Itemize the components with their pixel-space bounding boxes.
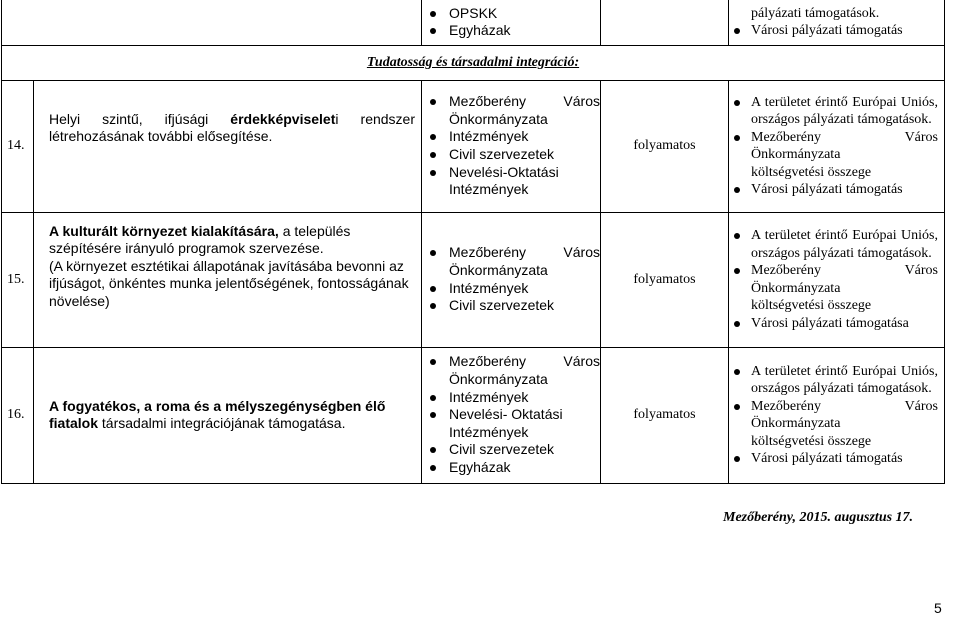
list-item-continuation: Önkormányzata — [751, 416, 841, 431]
funding-cell — [729, 212, 945, 347]
list-item-continuation: Önkormányzata — [449, 371, 548, 388]
list-item: Civil szervezetek — [422, 297, 600, 315]
timing-cell: folyamatos — [601, 80, 729, 212]
list-item-continuation: költségvetési összege — [751, 164, 872, 180]
goal-extra-text: (A környezet esztétikai állapotának javításába bevonni az ifjúságot, önkéntes munka jelentőségének, fontosságának növelése) — [49, 257, 409, 309]
list-item: Mezőberény Város — [422, 353, 600, 371]
list-item: Mezőberény Város — [729, 262, 938, 280]
funding-text: pályázati támogatások. — [751, 5, 880, 21]
section-row — [2, 45, 945, 80]
row-number: 14. — [2, 80, 34, 212]
goal-text: Helyi szintű, ifjúsági — [49, 110, 231, 127]
list-item: A területet érintő Európai Uniós, országos pályázati támogatások. — [729, 227, 938, 262]
list-item: Civil szervezetek — [422, 146, 600, 164]
row-number: 15. — [2, 212, 34, 347]
list-item: Civil szervezetek — [422, 441, 600, 459]
list-item: Egyházak — [422, 22, 600, 40]
empty-cell — [601, 0, 729, 45]
goal-bold-text: érdekképviselet — [230, 110, 336, 127]
list-item: Intézmények — [422, 128, 600, 146]
table-row — [2, 80, 945, 212]
section-title: Tudatosság és társadalmi integráció: — [2, 45, 945, 80]
goal-cell — [34, 212, 422, 347]
list-item-continuation: Intézmények — [449, 423, 529, 440]
funding-cell — [729, 0, 945, 45]
responsible-cell — [422, 347, 601, 483]
list-item: Intézmények — [422, 280, 600, 298]
list-item: Egyházak — [422, 459, 600, 477]
page-number: 5 — [934, 600, 942, 616]
list-item: Városi pályázati támogatás — [729, 450, 938, 468]
list-item-continuation: költségvetési összege — [751, 433, 872, 449]
list-item-continuation: költségvetési összege — [751, 298, 872, 313]
goal-text: a település szépítésére irányuló programok szervezése. — [49, 222, 351, 256]
table-row-continuation — [2, 0, 945, 45]
table-row — [2, 212, 945, 347]
row-number: 16. — [2, 347, 34, 483]
list-item: Mezőberény Város — [422, 244, 600, 262]
empty-cell — [2, 0, 422, 45]
goal-cell — [34, 80, 422, 212]
goal-text — [49, 223, 415, 258]
goal-cell — [34, 347, 422, 483]
list-item: A területet érintő Európai Uniós, országos pályázati támogatások. — [729, 363, 938, 398]
list-item-continuation: Önkormányzata — [751, 147, 841, 162]
list-item-continuation: Önkormányzata — [449, 110, 548, 127]
responsible-cell — [422, 0, 601, 45]
goal-bold-text: A fogyatékos, a roma és a mélyszegénységben élő fiatalok — [49, 397, 386, 431]
list-item-continuation: Intézmények — [449, 181, 529, 198]
funding-cell — [729, 80, 945, 212]
list-item: A területet érintő Európai Uniós, országos pályázati támogatások. — [729, 94, 938, 129]
action-plan-table — [1, 0, 945, 484]
list-item: Mezőberény Város — [422, 93, 600, 111]
list-item: Városi pályázati támogatás — [729, 181, 938, 199]
goal-text: társadalmi integrációjának támogatása. — [98, 415, 346, 431]
goal-text: i rendszer létrehozásának további elősegítése. — [49, 110, 415, 144]
list-item: Városi pályázati támogatás — [729, 22, 938, 40]
list-item: Mezőberény Város — [729, 129, 938, 147]
list-item: Városi pályázati támogatása — [729, 315, 938, 333]
goal-bold-text: A kulturált környezet kialakítására, — [49, 222, 279, 239]
list-item-continuation: Önkormányzata — [751, 280, 841, 296]
funding-cell — [729, 347, 945, 483]
responsible-cell — [422, 212, 601, 347]
timing-cell: folyamatos — [601, 212, 729, 347]
list-item: Mezőberény Város — [729, 398, 938, 416]
timing-cell: folyamatos — [601, 347, 729, 483]
table-row — [2, 347, 945, 483]
list-item: OPSKK — [422, 5, 600, 23]
list-item: Intézmények — [422, 389, 600, 407]
list-item: Nevelési- Oktatási — [422, 406, 600, 424]
list-item-continuation: Önkormányzata — [449, 261, 548, 278]
responsible-cell — [422, 80, 601, 212]
list-item: Nevelési-Oktatási — [422, 164, 600, 182]
signature-line: Mezőberény, 2015. augusztus 17. — [723, 510, 914, 525]
